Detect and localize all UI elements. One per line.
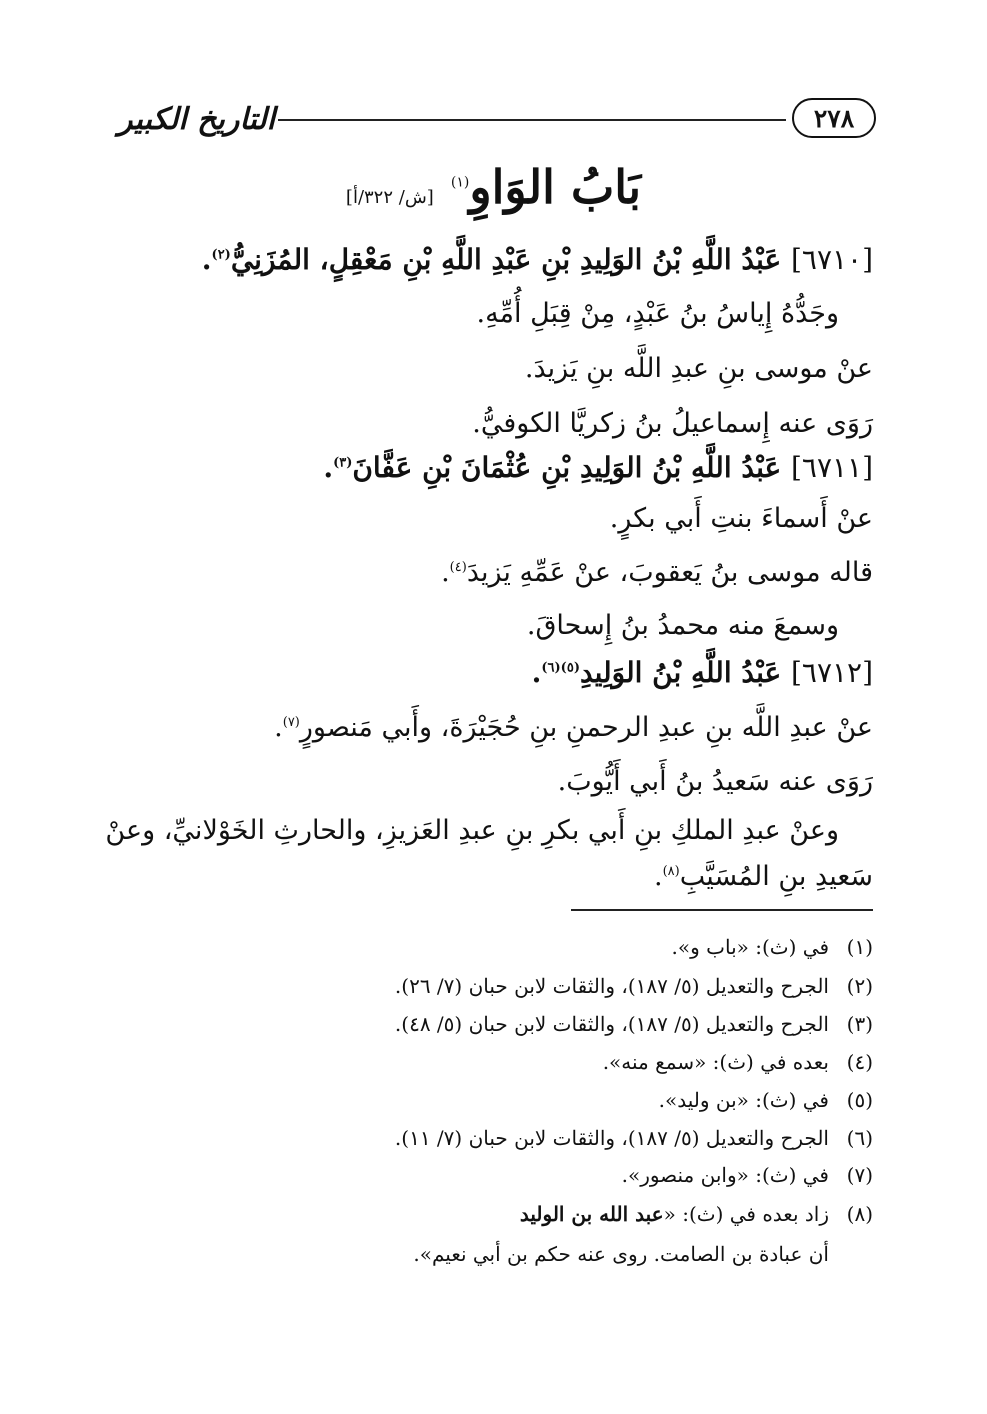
footnote-bold-text: عبد الله بن الوليد [519, 1202, 664, 1226]
footnote-number: (١) [846, 935, 873, 959]
footnote-text: بعده في (ث): «سمع منه». [602, 1050, 829, 1074]
footnote-text: في (ث): «بن وليد». [658, 1088, 829, 1112]
footnote-ref: (٣) [333, 455, 353, 471]
entry-text-line: عنْ عبدِ اللَّه بنِ عبدِ الرحمنِ بنِ حُجَيْرَةَ، وأَبي مَنصورٍ$^{(٧)}$. [274, 712, 873, 743]
footnote [100, 1126, 873, 1150]
manuscript-ref: [ش/ ٣٢٢/أ] [345, 187, 434, 208]
footnote-number: (٣) [846, 1012, 873, 1036]
entry-heading: [٦٧١٢] عَبْدُ اللَّهِ بْنُ الوَلِيدِ$^{(٥)(٦)}$. [531, 656, 873, 689]
entry-number: [٦٧١١] [790, 451, 873, 484]
footnote-text: في (ث): «وابن منصور». [621, 1163, 829, 1187]
entry-text-line: رَوَى عنه سَعيدُ بنُ أَبي أَيُّوبَ. [557, 766, 873, 797]
entry-number: [٦٧١٠] [790, 243, 873, 276]
footnote-text: في (ث): «باب و». [671, 935, 829, 959]
entry-name: عَبْدُ اللَّهِ بْنُ الوَلِيدِ بْنِ عَبْدِ اللَّهِ بْنِ مَعْقِلٍ، المُزَنِيُّ [230, 243, 782, 276]
footnote-text: الجرح والتعديل (٥/ ١٨٧)، والثقات لابن حبان (٧/ ٢٦). [394, 974, 829, 998]
entry-text-line: وعنْ عبدِ الملكِ بنِ أَبي بكرِ بنِ عبدِ العَزيزِ، والحارثِ الخَوْلانيِّ، وعنْ [105, 815, 839, 846]
footnote-number: (٨) [846, 1202, 873, 1226]
page-header [118, 96, 876, 148]
entry-text-line: عنْ موسى بنِ عبدِ اللَّه بنِ يَزيدَ. [524, 353, 873, 384]
footnote-number: (٤) [846, 1050, 873, 1074]
entry-text-line: وجَدُّهُ إِياسُ بنُ عَبْدٍ، مِنْ قِبَلِ أُمِّهِ. [476, 298, 839, 329]
entry-heading: [٦٧١١] عَبْدُ اللَّهِ بْنُ الوَلِيدِ بْنِ عُثْمَانَ بْنِ عَفَّانَ$^{(٣)}$. [323, 451, 873, 484]
footnote [100, 974, 873, 998]
footnote-ref: (٧) [282, 715, 300, 730]
page-number: ٢٧٨ [792, 98, 876, 138]
entry-text-line: قاله موسى بنُ يَعقوبَ، عنْ عَمِّهِ يَزيدَ$^{(٤)}$. [441, 557, 873, 588]
entry-text-line: رَوَى عنه إِسماعيلُ بنُ زكريَّا الكوفيُّ. [472, 408, 873, 439]
footnote [100, 1088, 873, 1112]
header-rule [278, 119, 786, 121]
footnote [100, 1050, 873, 1074]
footnote-number: (٧) [846, 1163, 873, 1187]
footnote-number: (٥) [846, 1088, 873, 1112]
footnote [100, 1163, 873, 1187]
entry-name: عَبْدُ اللَّهِ بْنُ الوَلِيدِ [579, 656, 782, 689]
footnote [100, 1202, 873, 1226]
book-title: التاريخ الكبير [118, 102, 276, 137]
entry-heading: [٦٧١٠] عَبْدُ اللَّهِ بْنُ الوَلِيدِ بْنِ عَبْدِ اللَّهِ بْنِ مَعْقِلٍ، المُزَنِيُّ$^{(٢)}$. [201, 243, 873, 276]
footnote-ref: (٢) [211, 247, 231, 263]
footnote-number: (٦) [846, 1126, 873, 1150]
chapter-title-note: (١) [450, 174, 470, 191]
chapter-heading [0, 160, 987, 214]
entry-name: عَبْدُ اللَّهِ بْنُ الوَلِيدِ بْنِ عُثْمَانَ بْنِ عَفَّانَ [352, 451, 782, 484]
footnote-ref: (٤) [449, 560, 467, 575]
entry-number: [٦٧١٢] [790, 656, 873, 689]
footnote-continuation: أن عبادة بن الصامت. روى عنه حكم بن أبي نعيم». [413, 1242, 829, 1266]
footnote-separator [571, 909, 873, 911]
footnote-text: زاد بعده في (ث): « [663, 1202, 829, 1226]
footnote-number: (٢) [846, 974, 873, 998]
entry-text-line: سَعيدِ بنِ المُسَيَّبِ$^{(٨)}$. [653, 861, 873, 892]
entry-text-line: وسمعَ منه محمدُ بنُ إِسحاقَ. [526, 610, 839, 641]
footnote [100, 935, 873, 959]
footnote-text: الجرح والتعديل (٥/ ١٨٧)، والثقات لابن حبان (٥/ ٤٨). [394, 1012, 829, 1036]
chapter-title: بَابُ الوَاوِ$^{(١)}$ [450, 160, 642, 214]
footnote-ref: (٥)(٦) [541, 660, 580, 676]
footnote-text: الجرح والتعديل (٥/ ١٨٧)، والثقات لابن حبان (٧/ ١١). [394, 1126, 829, 1150]
entry-text-line: عنْ أَسماءَ بنتِ أَبي بكرٍ. [609, 503, 873, 534]
footnote-ref: (٨) [662, 864, 680, 879]
footnote [100, 1012, 873, 1036]
